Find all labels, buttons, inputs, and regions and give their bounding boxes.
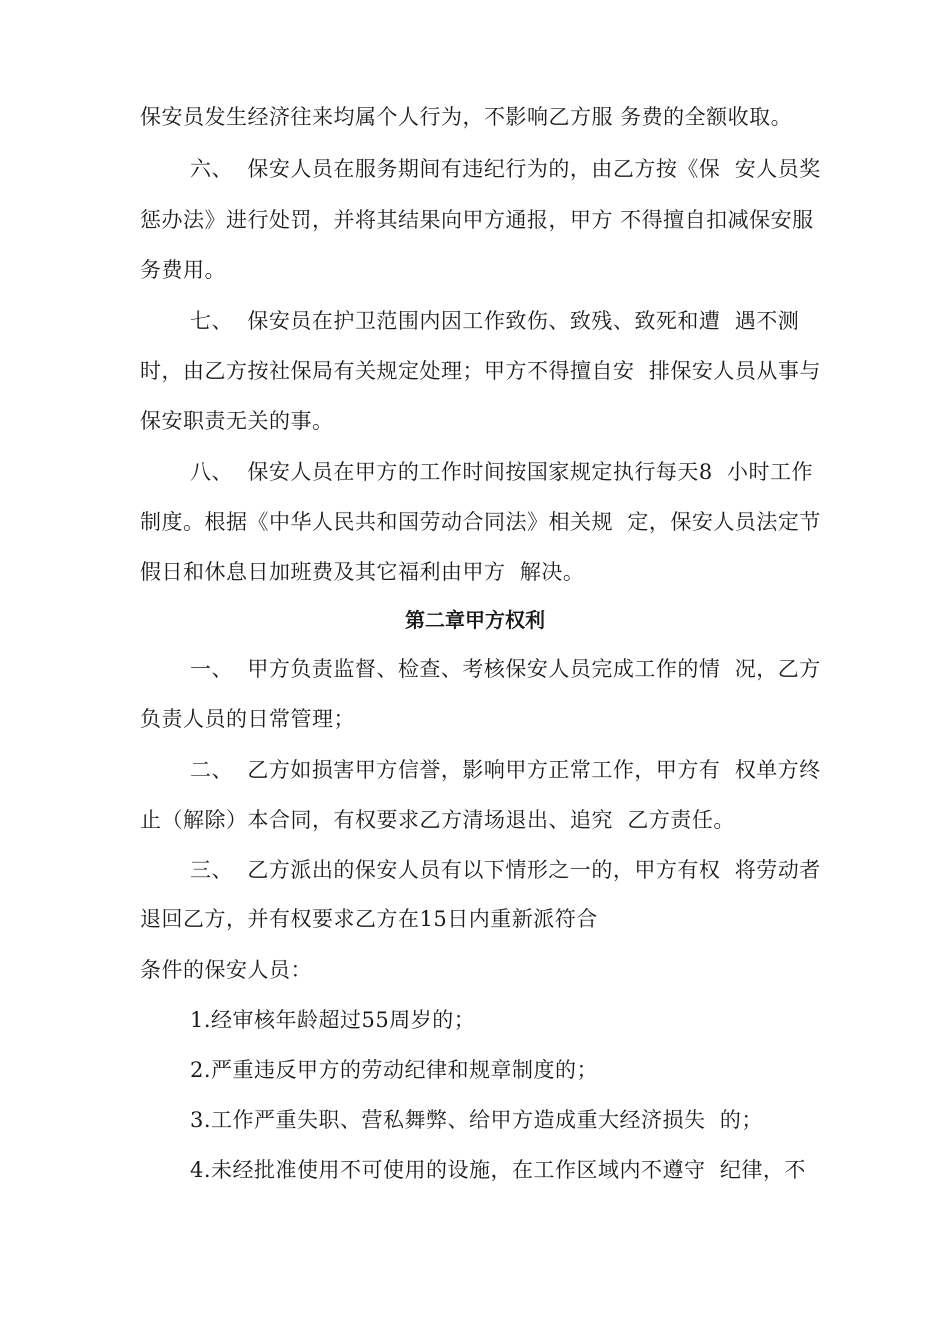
list-item: 2.严重违反甲方的劳动纪律和规章制度的； — [190, 1058, 599, 1082]
list-item: 3.工作严重失职、营私舞弊、给甲方造成重大经济损失 的； — [190, 1108, 763, 1132]
paragraph-line: 条件的保安人员： — [140, 958, 312, 982]
paragraph-line: 三、 乙方派出的保安人员有以下情形之一的，甲方有权 将劳动者 — [190, 858, 821, 882]
list-item: 1.经审核年龄超过55周岁的； — [190, 1008, 476, 1032]
paragraph-line: 八、 保安人员在甲方的工作时间按国家规定执行每天8 小时工作 — [190, 460, 814, 484]
paragraph-line: 惩办法》进行处罚，并将其结果向甲方通报，甲方 不得擅自扣减保安服 — [140, 208, 814, 232]
paragraph-line: 六、 保安人员在服务期间有违纪行为的，由乙方按《保 安人员奖 — [190, 157, 821, 181]
paragraph-line: 假日和休息日加班费及其它福利由甲方 解决。 — [140, 560, 585, 584]
paragraph-line: 时，由乙方按社保局有关规定处理；甲方不得擅自安 排保安人员从事与 — [140, 359, 821, 383]
paragraph-line: 二、 乙方如损害甲方信誉，影响甲方正常工作，甲方有 权单方终 — [190, 758, 821, 782]
paragraph-line: 保安员发生经济往来均属个人行为，不影响乙方服 务费的全额收取。 — [140, 105, 793, 129]
chapter-title: 第二章甲方权利 — [405, 608, 545, 632]
paragraph-line: 负责人员的日常管理； — [140, 707, 355, 731]
list-item: 4.未经批准使用不可使用的设施，在工作区域内不遵守 纪律，不 — [190, 1158, 806, 1182]
paragraph-line: 七、 保安员在护卫范围内因工作致伤、致残、致死和遭 遇不测 — [190, 309, 800, 333]
paragraph-line: 制度。根据《中华人民共和国劳动合同法》相关规 定，保安人员法定节 — [140, 510, 821, 534]
paragraph-line: 保安职责无关的事。 — [140, 409, 334, 433]
paragraph-line: 止（解除）本合同，有权要求乙方清场退出、追究 乙方责任。 — [140, 808, 735, 832]
paragraph-line: 一、 甲方负责监督、检查、考核保安人员完成工作的情 况，乙方 — [190, 657, 821, 681]
paragraph-line: 务费用。 — [140, 258, 226, 282]
paragraph-line: 退回乙方，并有权要求乙方在15日内重新派符合 — [140, 907, 598, 931]
